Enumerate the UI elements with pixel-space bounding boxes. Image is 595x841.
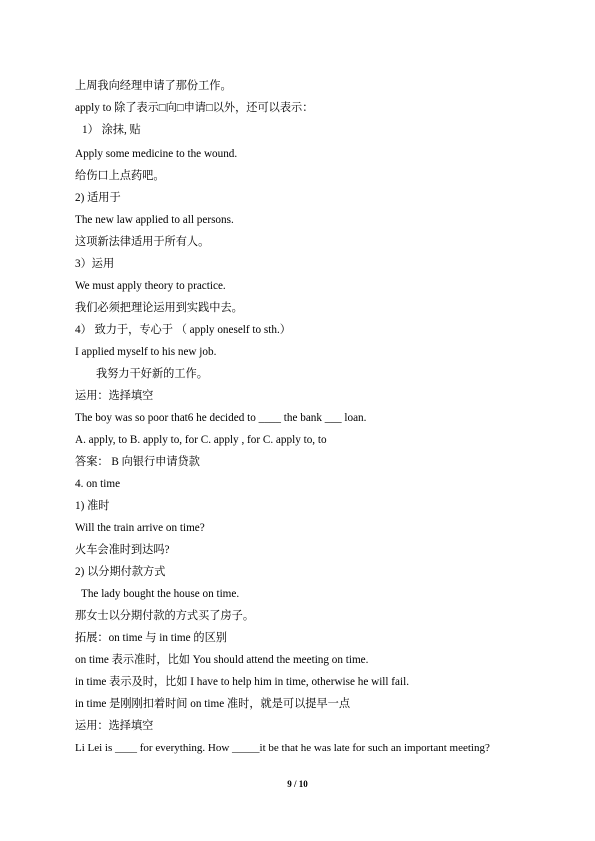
text-line: 我们必须把理论运用到实践中去。: [75, 302, 243, 314]
text-line: 运用：选择填空: [75, 720, 154, 732]
text-line: 火车会准时到达吗?: [75, 544, 170, 556]
text-line: 给伤口上点药吧。: [75, 170, 165, 182]
text-line: 运用：选择填空: [75, 390, 154, 402]
text-line: I applied myself to his new job.: [75, 346, 217, 358]
text-line: 4. on time: [75, 478, 121, 490]
text-line: Li Lei is ____ for everything. How _____it be that he was late for such an important meeting?: [75, 742, 490, 754]
text-line: The boy was so poor that6 he decided to ____ the bank ___ loan.: [75, 412, 367, 424]
text-line: 2) 以分期付款方式: [75, 566, 166, 578]
text-line: A. apply, to B. apply to, for C. apply , for C. apply to, to: [75, 434, 327, 446]
text-line: The lady bought the house on time.: [81, 588, 240, 600]
text-line: 答案： B 向银行申请贷款: [75, 456, 200, 468]
text-line: 1) 准时: [75, 500, 110, 512]
text-line: The new law applied to all persons.: [75, 214, 234, 226]
text-line: 这项新法律适用于所有人。: [75, 236, 210, 248]
text-line: apply to 除了表示□向□申请□以外，还可以表示：: [75, 102, 314, 114]
page-number: 9 / 10: [287, 779, 308, 789]
text-line: in time 是刚刚扣着时间 on time 准时，就是可以提早一点: [75, 698, 351, 710]
text-line: 拓展：on time 与 in time 的区别: [75, 632, 227, 644]
text-line: 那女士以分期付款的方式买了房子。: [75, 610, 255, 622]
text-line: 2) 适用于: [75, 192, 121, 204]
text-line: in time 表示及时，比如 I have to help him in time, otherwise he will fail.: [75, 676, 410, 688]
text-line: on time 表示准时，比如 You should attend the meeting on time.: [75, 654, 369, 666]
text-line: 3）运用: [75, 258, 115, 270]
text-line: 我努力干好新的工作。: [96, 368, 208, 380]
text-line: 1） 涂抹, 贴: [82, 124, 141, 136]
text-line: 上周我向经理申请了那份工作。: [75, 80, 232, 92]
text-line: Apply some medicine to the wound.: [75, 148, 238, 160]
text-line: We must apply theory to practice.: [75, 280, 226, 292]
text-line: Will the train arrive on time?: [75, 522, 205, 534]
text-line: 4） 致力于，专心于 （ apply oneself to sth.）: [75, 324, 291, 336]
